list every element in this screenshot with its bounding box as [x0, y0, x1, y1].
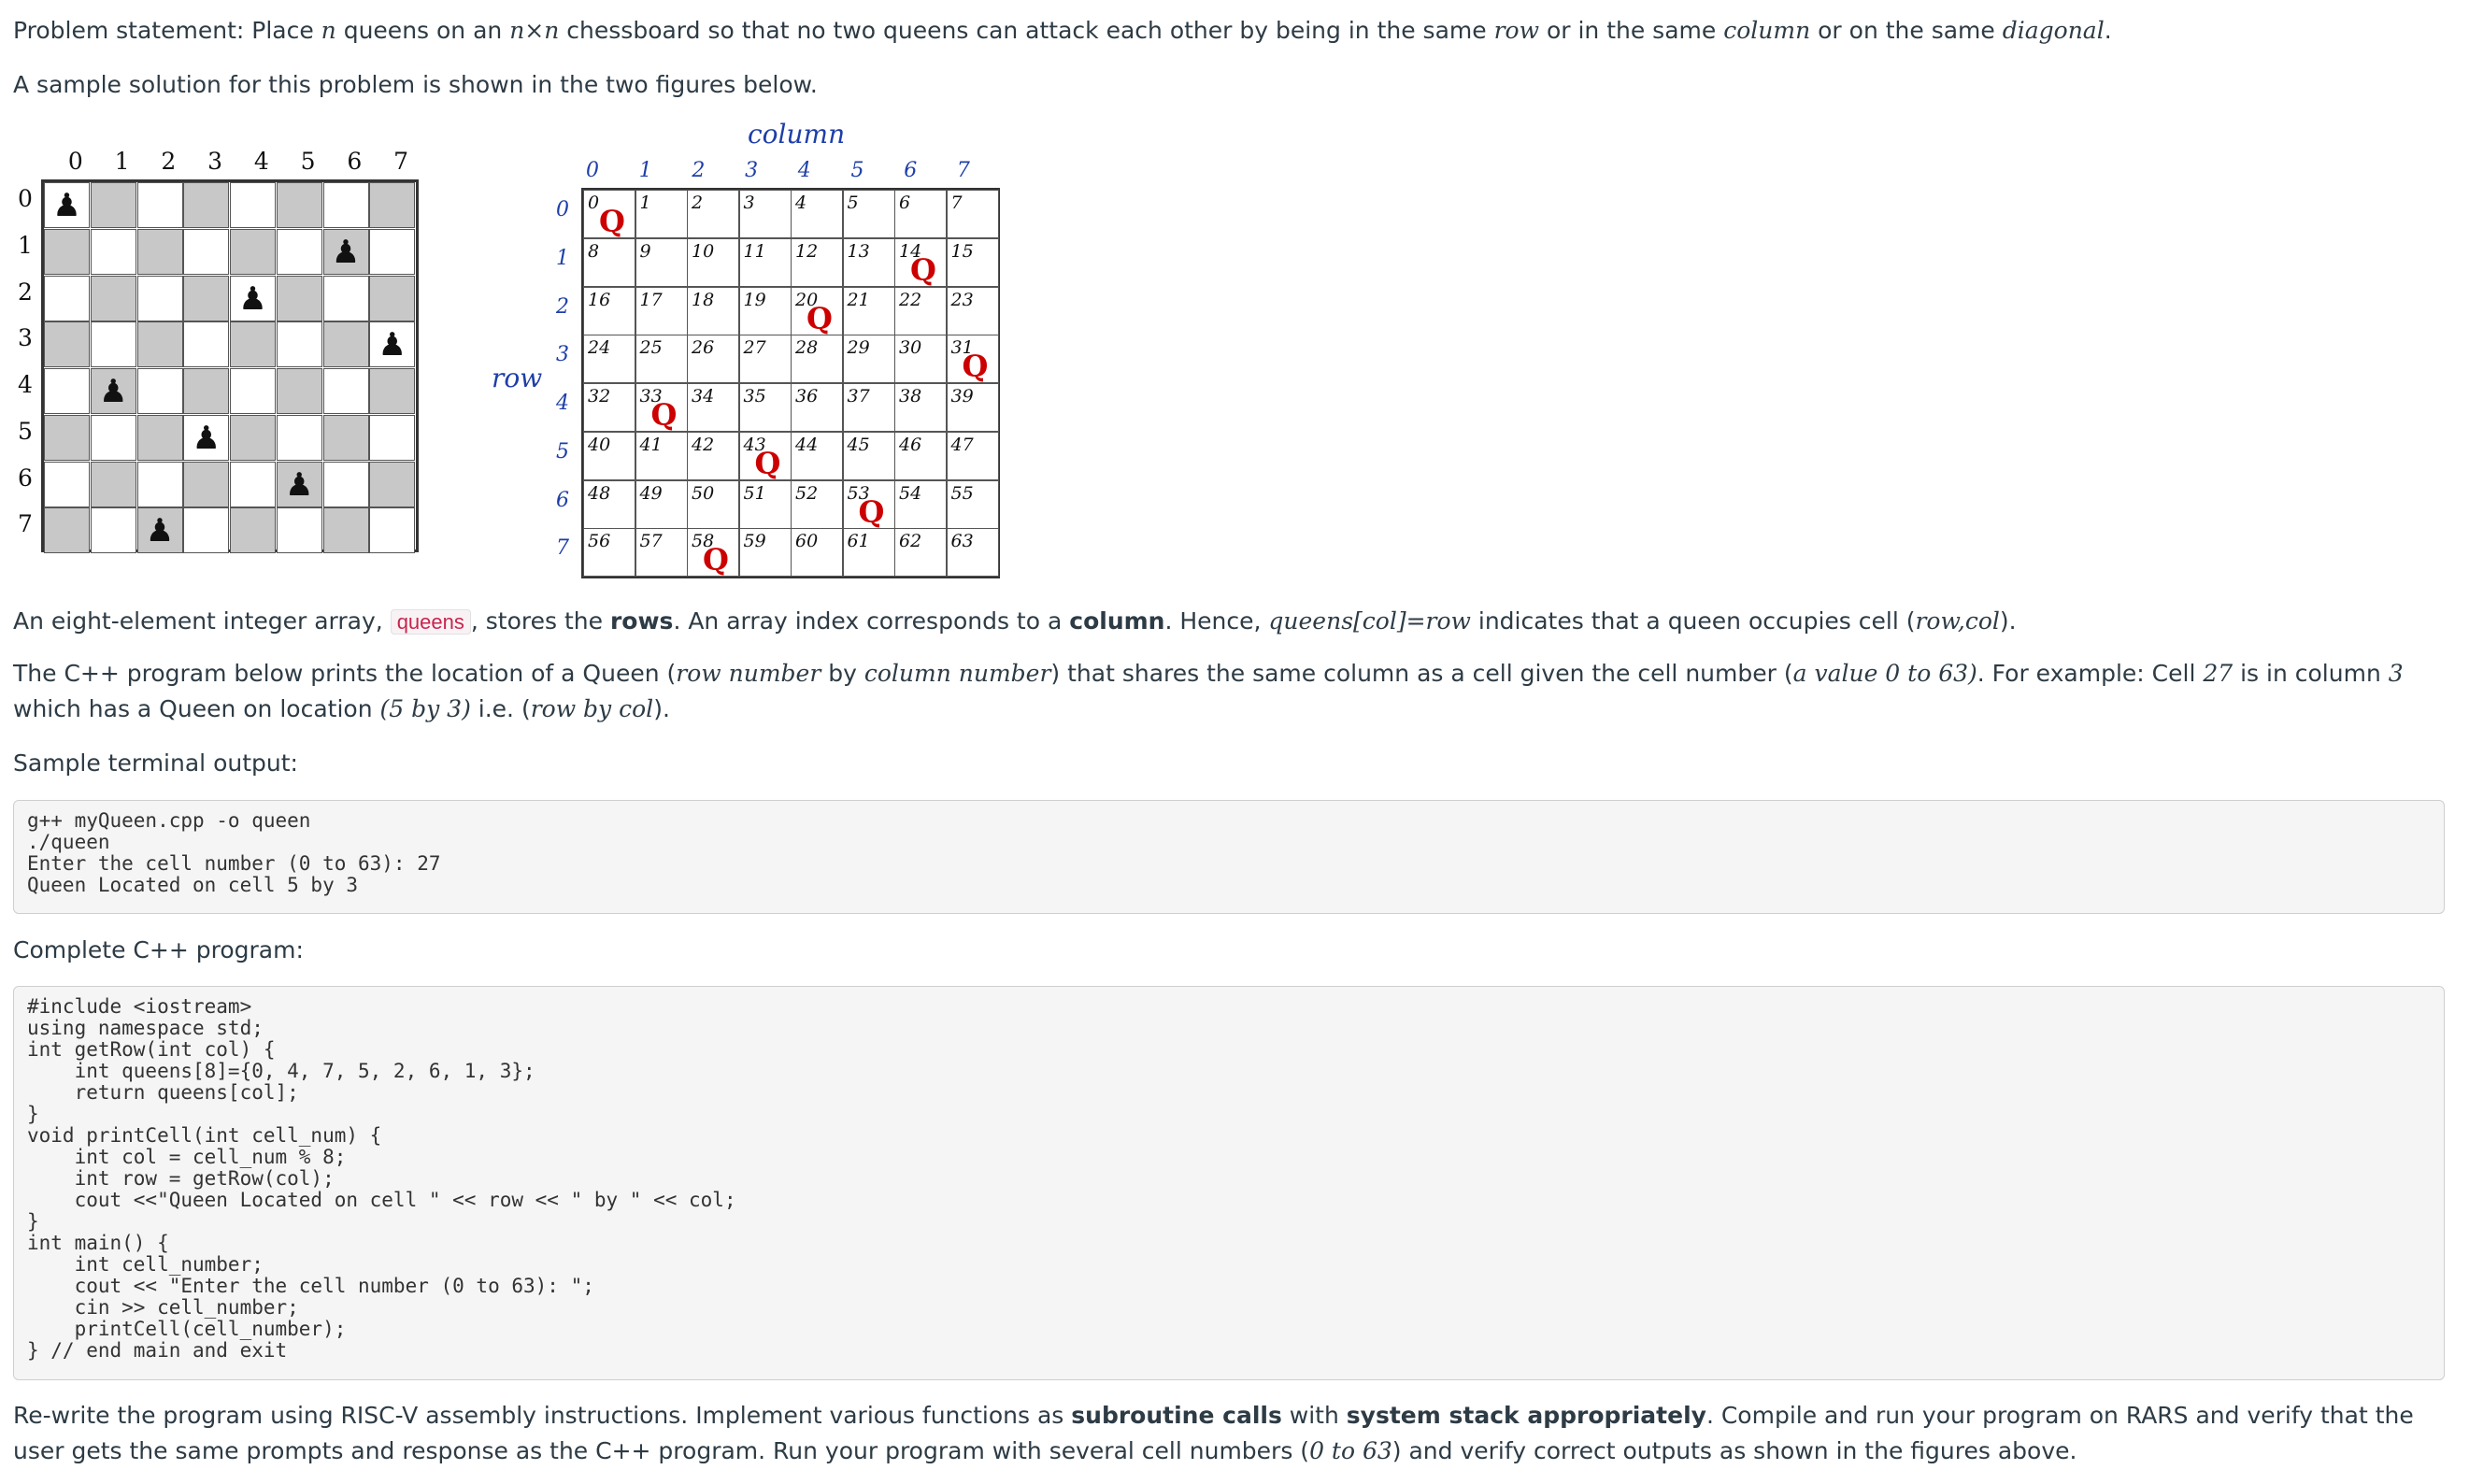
- grid-row-label: 1: [556, 246, 569, 270]
- cell-number: 48: [588, 482, 611, 504]
- board-square: [91, 229, 136, 275]
- board-square: [183, 368, 229, 414]
- board-row-label: 7: [18, 510, 33, 538]
- board-square: [91, 507, 136, 553]
- grid-cell: [635, 432, 688, 480]
- cell-number: 7: [950, 193, 963, 213]
- cell-number: 31: [950, 337, 974, 359]
- pawn-icon: ♟: [285, 465, 314, 504]
- board-col-label: 3: [207, 148, 223, 175]
- cell-number: 62: [899, 531, 922, 552]
- board-square: [44, 276, 90, 321]
- grid-cell: [635, 528, 688, 577]
- cell-number: 17: [639, 289, 663, 310]
- grid-row-label: 2: [556, 294, 569, 319]
- cell-number: 20: [795, 289, 819, 310]
- array-description: An eight-element integer array, queens , stores the rows. An array index corresponds to a column. Hence, queens[col]=row indicates that a queen occupies cell (row,col).: [13, 607, 2017, 635]
- board-square: [369, 507, 415, 553]
- cell-number: 4: [795, 193, 807, 213]
- grid-cell: [894, 528, 947, 577]
- cell-number: 1: [639, 193, 651, 213]
- numbered-grid: [581, 188, 1000, 578]
- cell-number: 50: [692, 482, 715, 504]
- grid-col-label: 5: [850, 159, 864, 182]
- queen-marker: Q: [599, 204, 625, 239]
- cell-number: 9: [639, 240, 651, 262]
- grid-cell: [791, 238, 843, 287]
- board-square: [323, 507, 369, 553]
- grid-cell: [739, 383, 792, 432]
- cell-number: 13: [847, 240, 870, 262]
- grid-cell: [583, 190, 635, 238]
- grid-cell: [791, 190, 843, 238]
- grid-cell: [894, 238, 947, 287]
- grid-cell: [791, 287, 843, 335]
- board-col-label: 6: [347, 148, 363, 175]
- board-square: [183, 182, 229, 228]
- grid-cell: [947, 190, 999, 238]
- grid-cell: [739, 528, 792, 577]
- cell-number: 25: [639, 337, 663, 359]
- queen-marker: Q: [806, 300, 833, 336]
- board-square: [277, 182, 322, 228]
- board-square: [91, 368, 136, 414]
- cell-number: 45: [847, 434, 870, 455]
- cell-number: 10: [692, 240, 715, 262]
- grid-cell: [635, 480, 688, 529]
- board-square: [230, 182, 276, 228]
- program-heading: Complete C++ program:: [13, 936, 304, 963]
- board-row-label: 1: [18, 231, 33, 259]
- grid-col-label: 6: [904, 159, 918, 182]
- grid-cell: [843, 432, 895, 480]
- cell-number: 18: [692, 289, 715, 310]
- cell-number: 63: [950, 531, 974, 552]
- board-square: [230, 462, 276, 507]
- cell-number: 59: [743, 531, 766, 552]
- board-square: [277, 368, 322, 414]
- board-square: [323, 182, 369, 228]
- board-square: [369, 415, 415, 461]
- problem-statement: Problem statement: Place n queens on an n×n chessboard so that no two queens can attack each other by being in the same row or in the same column or on the same diagonal.: [13, 17, 2112, 44]
- cell-number: 51: [743, 482, 766, 504]
- grid-cell: [583, 287, 635, 335]
- board-square: [277, 462, 322, 507]
- board-square: [183, 462, 229, 507]
- board-square: [44, 182, 90, 228]
- board-row-label: 3: [18, 324, 33, 352]
- cell-number: 15: [950, 240, 974, 262]
- cell-number: 42: [692, 434, 715, 455]
- grid-row-label: 7: [556, 536, 569, 561]
- axis-label-row: row: [492, 363, 543, 393]
- grid-row-label: 3: [556, 343, 569, 367]
- grid-cell: [583, 335, 635, 383]
- grid-cell: [791, 335, 843, 383]
- board-row-label: 5: [18, 417, 33, 445]
- grid-cell: [843, 190, 895, 238]
- cell-number: 34: [692, 386, 715, 407]
- grid-col-label: 1: [638, 159, 652, 182]
- cell-number: 21: [847, 289, 870, 310]
- cell-number: 61: [847, 531, 870, 552]
- board-square: [277, 321, 322, 367]
- queen-marker: Q: [754, 445, 781, 481]
- grid-cell: [843, 528, 895, 577]
- grid-cell: [687, 238, 739, 287]
- sample-solution-text: A sample solution for this problem is shown in the two figures below.: [13, 71, 818, 98]
- board-square: [323, 368, 369, 414]
- grid-cell: [583, 238, 635, 287]
- grid-cell: [894, 383, 947, 432]
- grid-cell: [739, 287, 792, 335]
- cell-number: 22: [899, 289, 922, 310]
- board-square: [230, 507, 276, 553]
- board-square: [91, 415, 136, 461]
- board-square: [137, 321, 183, 367]
- board-square: [183, 507, 229, 553]
- cell-number: 56: [588, 531, 611, 552]
- board-square: [230, 276, 276, 321]
- pawn-icon: ♟: [52, 187, 81, 224]
- cell-number: 53: [847, 482, 870, 504]
- board-square: [44, 229, 90, 275]
- grid-cell: [947, 383, 999, 432]
- board-square: [369, 368, 415, 414]
- pawn-icon: ♟: [378, 326, 407, 364]
- cell-number: 47: [950, 434, 974, 455]
- board-square: [277, 276, 322, 321]
- board-square: [323, 276, 369, 321]
- cell-number: 46: [899, 434, 922, 455]
- grid-cell: [687, 383, 739, 432]
- cell-number: 29: [847, 337, 870, 359]
- cell-number: 37: [847, 386, 870, 407]
- grid-col-label: 7: [956, 159, 970, 182]
- grid-cell: [687, 190, 739, 238]
- queen-marker: Q: [650, 397, 678, 433]
- board-square: [183, 276, 229, 321]
- cell-number: 8: [588, 240, 600, 262]
- board-square: [91, 462, 136, 507]
- pawn-icon: ♟: [238, 279, 267, 318]
- grid-cell: [947, 432, 999, 480]
- grid-cell: [635, 335, 688, 383]
- grid-cell: [739, 480, 792, 529]
- cell-number: 30: [899, 337, 922, 359]
- board-square: [230, 321, 276, 367]
- cell-number: 55: [950, 482, 974, 504]
- cell-number: 16: [588, 289, 611, 310]
- cell-number: 0: [588, 193, 600, 213]
- grid-col-label: 4: [797, 159, 811, 182]
- grid-cell: [947, 335, 999, 383]
- pawn-icon: ♟: [145, 512, 175, 550]
- cell-number: 54: [899, 482, 922, 504]
- grid-cell: [843, 335, 895, 383]
- terminal-output-block: g++ myQueen.cpp -o queen ./queen Enter the cell number (0 to 63): 27 Queen Located on cell 5 by 3: [13, 800, 2445, 914]
- board-square: [137, 229, 183, 275]
- board-square: [230, 229, 276, 275]
- board-square: [137, 276, 183, 321]
- queen-marker: Q: [962, 349, 989, 385]
- grid-cell: [791, 383, 843, 432]
- grid-cell: [894, 480, 947, 529]
- grid-cell: [635, 383, 688, 432]
- board-col-label: 5: [300, 148, 316, 175]
- cell-number: 41: [639, 434, 663, 455]
- board-square: [369, 462, 415, 507]
- chessboard: [41, 179, 419, 552]
- cell-number: 11: [743, 240, 766, 262]
- cell-number: 49: [639, 482, 663, 504]
- board-row-label: 4: [18, 371, 33, 398]
- grid-cell: [947, 480, 999, 529]
- cell-number: 57: [639, 531, 663, 552]
- cell-number: 35: [743, 386, 766, 407]
- grid-cell: [583, 383, 635, 432]
- grid-cell: [739, 335, 792, 383]
- board-square: [323, 321, 369, 367]
- grid-cell: [894, 335, 947, 383]
- grid-row-label: 4: [556, 392, 569, 415]
- queen-marker: Q: [703, 542, 729, 578]
- grid-cell: [635, 190, 688, 238]
- board-square: [137, 507, 183, 553]
- cell-number: 52: [795, 482, 819, 504]
- board-square: [44, 368, 90, 414]
- grid-cell: [583, 480, 635, 529]
- board-row-label: 6: [18, 464, 33, 492]
- queen-marker: Q: [858, 493, 885, 530]
- grid-cell: [739, 432, 792, 480]
- cell-number: 36: [795, 386, 819, 407]
- grid-cell: [894, 190, 947, 238]
- grid-row-label: 6: [556, 488, 569, 512]
- grid-cell: [687, 528, 739, 577]
- board-square: [230, 415, 276, 461]
- cell-number: 26: [692, 337, 715, 359]
- board-square: [277, 415, 322, 461]
- axis-label-column: column: [748, 119, 846, 150]
- board-col-label: 1: [114, 148, 130, 175]
- grid-cell: [687, 480, 739, 529]
- board-square: [137, 415, 183, 461]
- cell-number: 6: [899, 193, 911, 213]
- grid-row-label: 0: [556, 198, 569, 221]
- grid-cell: [843, 287, 895, 335]
- board-square: [137, 462, 183, 507]
- grid-cell: [791, 480, 843, 529]
- board-square: [323, 415, 369, 461]
- board-square: [183, 415, 229, 461]
- grid-cell: [635, 287, 688, 335]
- cell-number: 27: [743, 337, 766, 359]
- grid-col-label: 0: [586, 159, 599, 182]
- board-square: [369, 182, 415, 228]
- cell-number: 2: [692, 193, 704, 213]
- grid-cell: [947, 528, 999, 577]
- board-square: [277, 507, 322, 553]
- terminal-heading: Sample terminal output:: [13, 749, 298, 777]
- cell-number: 40: [588, 434, 611, 455]
- cell-number: 39: [950, 386, 974, 407]
- grid-cell: [947, 287, 999, 335]
- cell-number: 14: [899, 240, 922, 262]
- grid-cell: [843, 480, 895, 529]
- cpp-program-block: #include <iostream> using namespace std; int getRow(int col) { int queens[8]={0, 4, 7, 5, 2, 6, 1, 3}; return queens[col]; } void printCell(int cell_num) { int col = cell_num % 8; int row = getRow(col); cout <<"Queen Located on cell " << row << " by " << col; } int main() { int cell_number; cout << "Enter the cell number (0 to 63): "; cin >> cell_number; printCell(cell_number); } // end main and exit: [13, 986, 2445, 1380]
- grid-cell: [739, 190, 792, 238]
- board-square: [323, 229, 369, 275]
- board-square: [183, 229, 229, 275]
- grid-cell: [739, 238, 792, 287]
- cell-number: 38: [899, 386, 922, 407]
- pawn-icon: ♟: [192, 419, 221, 457]
- board-square: [230, 368, 276, 414]
- grid-row-label: 5: [556, 439, 569, 464]
- inline-code-queens: queens: [391, 609, 471, 635]
- board-square: [369, 321, 415, 367]
- grid-cell: [687, 432, 739, 480]
- board-row-label: 0: [18, 185, 33, 212]
- cell-number: 12: [795, 240, 819, 262]
- queen-marker: Q: [910, 251, 936, 288]
- cell-number: 33: [639, 386, 663, 407]
- board-col-label: 2: [161, 148, 177, 175]
- board-square: [277, 229, 322, 275]
- board-col-label: 7: [393, 148, 409, 175]
- board-square: [44, 321, 90, 367]
- grid-cell: [843, 238, 895, 287]
- program-description: The C++ program below prints the location of a Queen (row number by column number) that shares the same column as a cell given the cell number (a value 0 to 63). For example: Cell 27 is in column 3 which has a Queen on location (5 by 3) i.e. (row by col).: [13, 660, 2404, 722]
- board-row-label: 2: [18, 278, 33, 306]
- cell-number: 5: [847, 193, 859, 213]
- assignment-instructions: Re-write the program using RISC-V assembly instructions. Implement various functions as subroutine calls with system stack appropriately. Compile and run your program on RARS and verify that the user gets the same prompts and response as the C++ program. Run your program with several cell numbers (0 to 63) and verify correct outputs as shown in the figures above.: [13, 1402, 2414, 1464]
- grid-cell: [687, 287, 739, 335]
- grid-col-label: 3: [745, 159, 759, 182]
- cell-number: 28: [795, 337, 819, 359]
- pawn-icon: ♟: [99, 373, 128, 410]
- board-square: [44, 462, 90, 507]
- board-square: [183, 321, 229, 367]
- board-square: [91, 276, 136, 321]
- grid-cell: [894, 287, 947, 335]
- grid-col-label: 2: [692, 159, 706, 182]
- grid-cell: [583, 528, 635, 577]
- board-square: [44, 507, 90, 553]
- grid-cell: [687, 335, 739, 383]
- board-col-label: 4: [253, 148, 269, 175]
- board-square: [369, 229, 415, 275]
- grid-cell: [791, 528, 843, 577]
- cell-number: 44: [795, 434, 819, 455]
- cell-number: 3: [743, 193, 755, 213]
- grid-cell: [583, 432, 635, 480]
- board-square: [44, 415, 90, 461]
- grid-cell: [843, 383, 895, 432]
- board-square: [137, 368, 183, 414]
- cell-number: 58: [692, 531, 715, 552]
- cell-number: 43: [743, 434, 766, 455]
- grid-cell: [791, 432, 843, 480]
- cell-number: 32: [588, 386, 611, 407]
- board-square: [91, 321, 136, 367]
- board-square: [137, 182, 183, 228]
- cell-number: 24: [588, 337, 611, 359]
- grid-cell: [947, 238, 999, 287]
- cell-number: 19: [743, 289, 766, 310]
- board-square: [323, 462, 369, 507]
- cell-number: 60: [795, 531, 819, 552]
- grid-cell: [894, 432, 947, 480]
- board-col-label: 0: [67, 148, 83, 175]
- cell-number: 23: [950, 289, 974, 310]
- pawn-icon: ♟: [331, 233, 361, 271]
- grid-cell: [635, 238, 688, 287]
- board-square: [91, 182, 136, 228]
- board-square: [369, 276, 415, 321]
